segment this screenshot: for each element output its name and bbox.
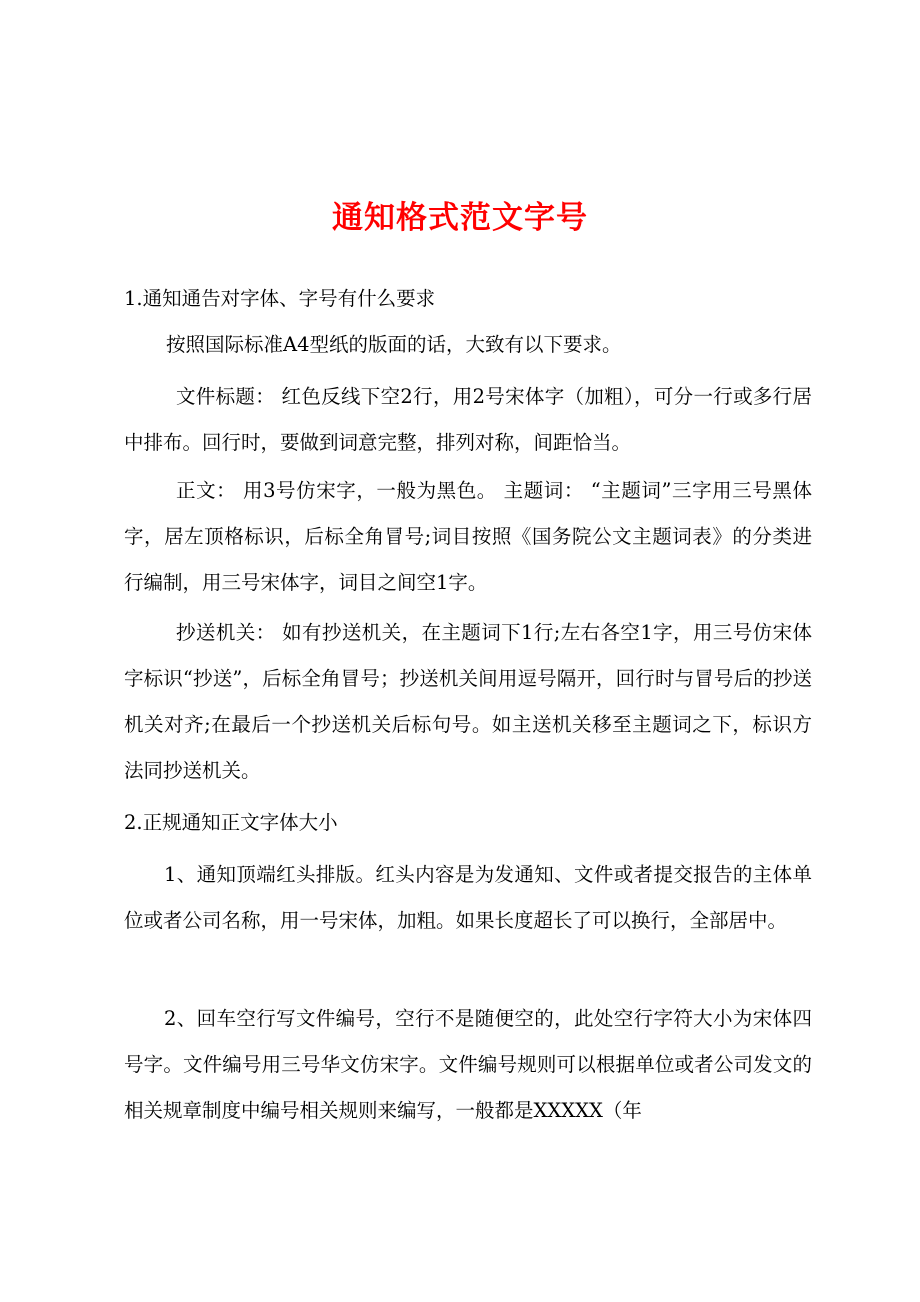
paragraph: 2、回车空行写文件编号，空行不是随便空的，此处空行字符大小为宋体四号字。文件编号用三号华文仿宋字。文件编号规则可以根据单位或者公司发文的相关规章制度中编号相关规则来编写，一般都是XXXXX（年	[124, 1007, 812, 1122]
document-title: 通知格式范文字号	[332, 200, 588, 236]
section-heading-1: 1.通知通告对字体、字号有什么要求	[124, 287, 436, 310]
paragraph: 1、通知顶端红头排版。红头内容是为发通知、文件或者提交报告的主体单位或者公司名称，用一号宋体，加粗。如果长度超长了可以换行，全部居中。	[124, 863, 812, 932]
paragraph: 抄送机关： 如有抄送机关，在主题词下1行;左右各空1字，用三号仿宋体字标识“抄送”，后标全角冒号；抄送机关间用逗号隔开，回行时与冒号后的抄送机关对齐;在最后一个抄送机关后标句号。如主送机关移至主题词之下，标识方法同抄送机关。	[124, 621, 812, 782]
paragraph: 按照国际标准A4型纸的版面的话，大致有以下要求。	[166, 333, 622, 356]
paragraph: 正文： 用3号仿宋字，一般为黑色。 主题词： “主题词”三字用三号黑体字，居左顶格标识，后标全角冒号;词目按照《国务院公文主题词表》的分类进行编制，用三号宋体字，词目之间空1字。	[124, 479, 812, 594]
paragraph: 文件标题： 红色反线下空2行，用2号宋体字（加粗），可分一行或多行居中排布。回行时，要做到词意完整，排列对称，间距恰当。	[124, 385, 812, 454]
section-heading-2: 2.正规通知正文字体大小	[124, 811, 338, 834]
